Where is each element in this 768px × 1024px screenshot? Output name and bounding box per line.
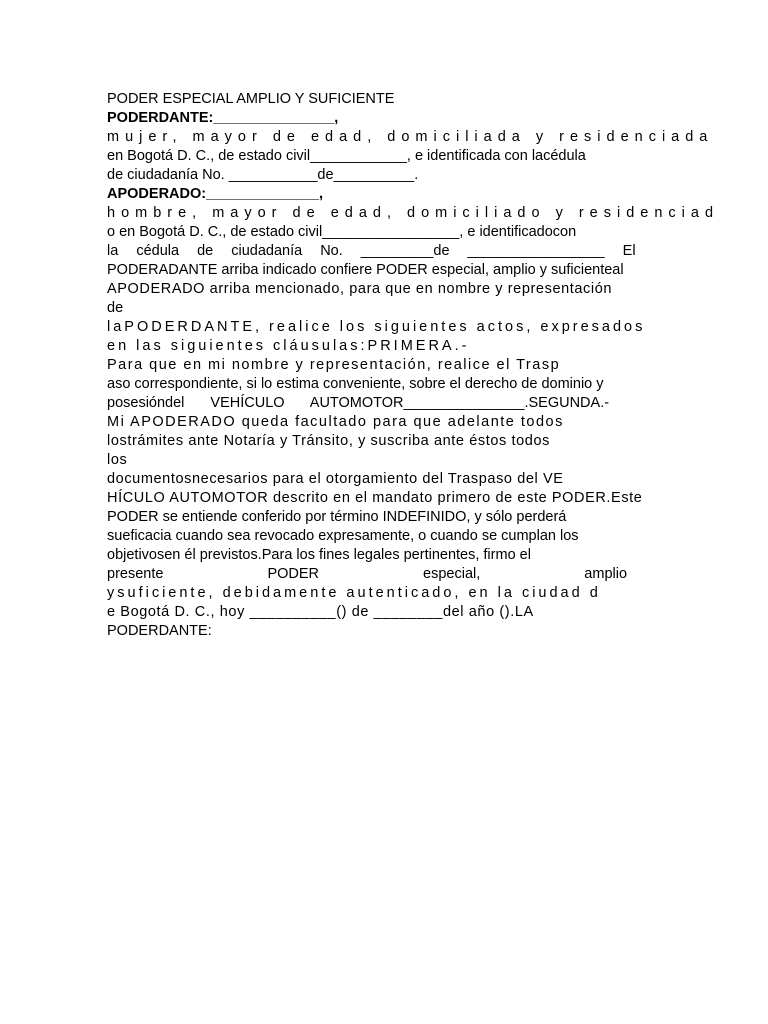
text-line: Para que en mi nombre y representación, realice el Trasp xyxy=(107,357,561,373)
text-line: la cédula de ciudadanía No. _________de _________________ El xyxy=(107,243,636,259)
text-line: Mi APODERADO queda facultado para que adelante todos xyxy=(107,414,564,430)
poderdante-heading: PODERDANTE:_______________, xyxy=(107,110,339,126)
apoderado-heading: APODERADO:______________, xyxy=(107,186,324,202)
text-line: PODER se entiende conferido por término INDEFINIDO, y sólo perderá xyxy=(107,509,567,525)
text-line: aso correspondiente, si lo estima conveniente, sobre el derecho de dominio y xyxy=(107,376,604,392)
text-line: e Bogotá D. C., hoy __________() de ________del año ().LA xyxy=(107,604,534,620)
text-line: los xyxy=(107,452,128,468)
text-line: en Bogotá D. C., de estado civil____________, e identificada con lacédula xyxy=(107,148,586,164)
text-line: mujer, mayor de edad, domiciliada y residenciada xyxy=(107,129,714,145)
text-line: documentosnecesarios para el otorgamiento del Traspaso del VE xyxy=(107,471,564,487)
text-line: PODERADANTE arriba indicado confiere PODER especial, amplio y suficienteal xyxy=(107,262,624,278)
text-line: hombre, mayor de edad, domiciliado y residenciad xyxy=(107,205,720,221)
text-line: en las siguientes cláusulas:PRIMERA.- xyxy=(107,338,470,354)
poderdante-signature-label: PODERDANTE: xyxy=(107,623,212,639)
text-line: posesióndel VEHÍCULO AUTOMOTOR_______________.SEGUNDA.- xyxy=(107,395,610,411)
text-line: de xyxy=(107,300,124,316)
text-line: sueficacia cuando sea revocado expresamente, o cuando se cumplan los xyxy=(107,528,579,544)
text-line: HÍCULO AUTOMOTOR descrito en el mandato primero de este PODER.Este xyxy=(107,490,643,506)
text-line: objetivosen él previstos.Para los fines legales pertinentes, firmo el xyxy=(107,547,531,563)
document-body xyxy=(107,90,720,641)
document-title: PODER ESPECIAL AMPLIO Y SUFICIENTE xyxy=(107,91,395,107)
text-line: lostrámites ante Notaría y Tránsito, y suscriba ante éstos todos xyxy=(107,433,550,449)
text-line: laPODERDANTE, realice los siguientes actos, expresados xyxy=(107,319,646,335)
text-line: de ciudadanía No. ___________de__________. xyxy=(107,167,419,183)
text-line: o en Bogotá D. C., de estado civil_________________, e identificadocon xyxy=(107,224,577,240)
text-line: presente PODER especial, amplio xyxy=(107,566,628,582)
text-line: ysuficiente, debidamente autenticado, en la ciudad d xyxy=(107,585,601,601)
text-line: APODERADO arriba mencionado, para que en nombre y representación xyxy=(107,281,613,297)
